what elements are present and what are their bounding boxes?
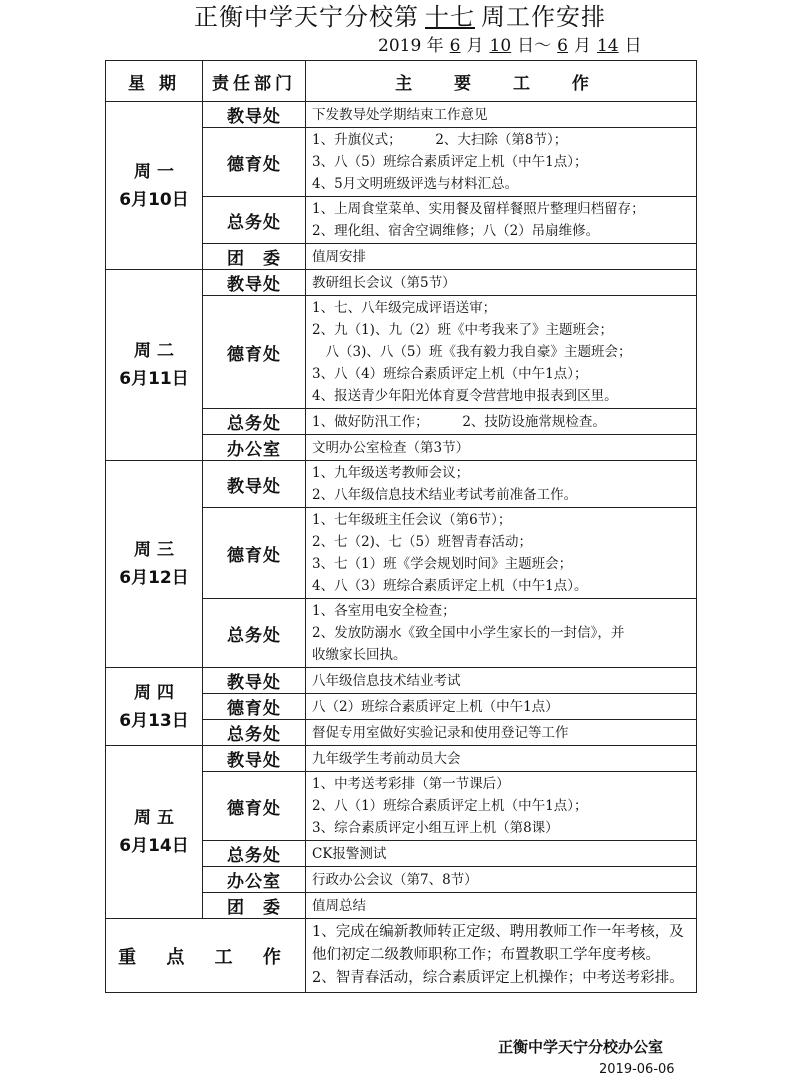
work-cell: [306, 296, 697, 409]
dept-cell: 办公室: [203, 867, 306, 893]
work-line: CK报警测试: [312, 845, 387, 862]
work-line: 1、升旗仪式； 2、大扫除（第8节）；: [312, 132, 568, 148]
work-cell: [306, 720, 697, 746]
work-line: 八（3)、八（5）班《我有毅力我自豪》主题班会；: [312, 344, 632, 360]
dept-cell: 办公室: [203, 435, 306, 461]
dept-cell: 德育处: [203, 508, 306, 599]
work-cell: [306, 244, 697, 270]
day-name: 周 五: [134, 808, 174, 828]
work-line: 督促专用室做好实验记录和使用登记等工作: [312, 724, 569, 741]
day-cell: [106, 270, 203, 461]
dept-cell: 总务处: [203, 599, 306, 668]
key-work-line: 2、智青春活动，综合素质评定上机操作；中考送考彩排。: [312, 970, 684, 986]
day-cell: [106, 102, 203, 270]
work-cell: [306, 461, 697, 508]
schedule-body: [106, 102, 697, 993]
work-line: 教研组长会议（第5节）: [312, 274, 456, 291]
work-line: 1、七、八年级完成评语送审；: [312, 300, 497, 316]
work-cell: [306, 746, 697, 772]
work-cell: [306, 668, 697, 694]
work-line: 下发教导处学期结束工作意见: [312, 106, 488, 123]
work-line: 文明办公室检查（第3节）: [312, 439, 470, 456]
table-row: [106, 668, 697, 694]
work-line: 九年级学生考前动员大会: [312, 750, 461, 767]
work-cell: [306, 694, 697, 720]
day-date: 6月10日: [119, 189, 189, 210]
work-cell: [306, 197, 697, 244]
header-work: 主 要 工 作: [306, 61, 697, 102]
work-line: 3、八（4）班综合素质评定上机（中午1点）；: [312, 366, 588, 382]
work-line: 1、七年级班主任会议（第6节）；: [312, 512, 512, 528]
work-line: 4、报送青少年阳光体育夏令营营地申报表到区里。: [312, 388, 618, 404]
work-line: 2、发放防溺水《致全国中小学生家长的一封信》，并: [312, 625, 625, 641]
day-cell: [106, 668, 203, 746]
work-line: 2、理化组、宿舍空调维修；八（2）吊扇维修。: [312, 223, 600, 239]
work-cell: [306, 128, 697, 197]
key-work-content: [306, 919, 697, 993]
work-line: 收缴家长回执。: [312, 647, 407, 663]
dept-cell: 总务处: [203, 720, 306, 746]
date-range: 2019 年 6 月 10 日～ 6 月 14 日: [378, 36, 642, 56]
work-line: 3、八（5）班综合素质评定上机（中午1点）；: [312, 154, 588, 170]
header-day: 星 期: [106, 61, 203, 102]
dept-cell: 总务处: [203, 841, 306, 867]
day-date: 6月12日: [119, 568, 189, 588]
schedule-table: [105, 60, 697, 993]
work-cell: [306, 772, 697, 841]
day-date: 6月11日: [119, 369, 189, 389]
key-work-row: [106, 919, 697, 993]
week-number: 十七: [425, 3, 475, 31]
dept-cell: 团 委: [203, 244, 306, 270]
work-line: 3、七（1）班《学会规划时间》主题班会；: [312, 556, 573, 572]
work-line: 2、七（2)、七（5）班智青春活动；: [312, 534, 533, 550]
table-row: [106, 102, 697, 128]
dept-cell: 德育处: [203, 772, 306, 841]
work-line: 八（2）班综合素质评定上机（中午1点）: [312, 698, 559, 715]
dept-cell: 总务处: [203, 409, 306, 435]
header-dept: 责任部门: [203, 61, 306, 102]
key-work-line: 1、完成在编新教师转正定级、聘用教师工作一年考核，及他们初定二级教师职称工作；布置教职工学年度考核。: [312, 924, 684, 963]
work-cell: [306, 435, 697, 461]
work-line: 2、八年级信息技术结业考试考前准备工作。: [312, 487, 578, 503]
day-name: 周 一: [134, 161, 174, 182]
office-signature: 正衡中学天宁分校办公室: [498, 1038, 664, 1056]
work-cell: [306, 409, 697, 435]
work-line: 4、5月文明班级评选与材料汇总。: [312, 176, 519, 192]
work-cell: [306, 893, 697, 919]
day-name: 周 二: [134, 341, 174, 361]
dept-cell: 教导处: [203, 668, 306, 694]
work-line: 八年级信息技术结业考试: [312, 672, 461, 689]
work-line: 1、九年级送考教师会议；: [312, 465, 470, 481]
dept-cell: 教导处: [203, 746, 306, 772]
work-line: 2、九（1)、九（2）班《中考我来了》主题班会；: [312, 322, 614, 338]
signature-date: 2019-06-06: [599, 1062, 675, 1077]
table-row: [106, 270, 697, 296]
work-line: 3、综合素质评定小组互评上机（第8课）: [312, 820, 559, 836]
dept-cell: 教导处: [203, 461, 306, 508]
table-row: [106, 461, 697, 508]
day-cell: [106, 746, 203, 919]
work-line: 值周总结: [312, 897, 366, 914]
work-line: 1、中考送考彩排（第一节课后）: [312, 776, 510, 792]
day-date: 6月13日: [119, 710, 189, 731]
table-row: [106, 746, 697, 772]
work-line: 4、八（3）班综合素质评定上机（中午1点）。: [312, 578, 588, 594]
work-cell: [306, 270, 697, 296]
dept-cell: 德育处: [203, 694, 306, 720]
work-line: 2、八（1）班综合素质评定上机（中午1点）；: [312, 798, 588, 814]
work-cell: [306, 599, 697, 668]
dept-cell: 团 委: [203, 893, 306, 919]
day-cell: [106, 461, 203, 668]
work-line: 行政办公会议（第7、8节）: [312, 871, 478, 888]
table-header-row: [106, 61, 697, 102]
work-line: 1、上周食堂菜单、实用餐及留样餐照片整理归档留存；: [312, 201, 645, 217]
work-cell: [306, 508, 697, 599]
work-cell: [306, 102, 697, 128]
day-name: 周 三: [134, 540, 174, 560]
work-cell: [306, 841, 697, 867]
day-name: 周 四: [134, 682, 174, 703]
work-cell: [306, 867, 697, 893]
work-line: 1、各室用电安全检查；: [312, 603, 456, 619]
dept-cell: 德育处: [203, 128, 306, 197]
key-work-label: 重 点 工 作: [106, 919, 306, 993]
dept-cell: 教导处: [203, 270, 306, 296]
dept-cell: 教导处: [203, 102, 306, 128]
day-date: 6月14日: [119, 836, 189, 856]
work-line: 值周安排: [312, 248, 366, 265]
dept-cell: 总务处: [203, 197, 306, 244]
work-line: 1、做好防汛工作； 2、技防设施常规检查。: [312, 413, 606, 430]
dept-cell: 德育处: [203, 296, 306, 409]
page-title: 正衡中学天宁分校第 十七 周工作安排: [194, 3, 606, 31]
